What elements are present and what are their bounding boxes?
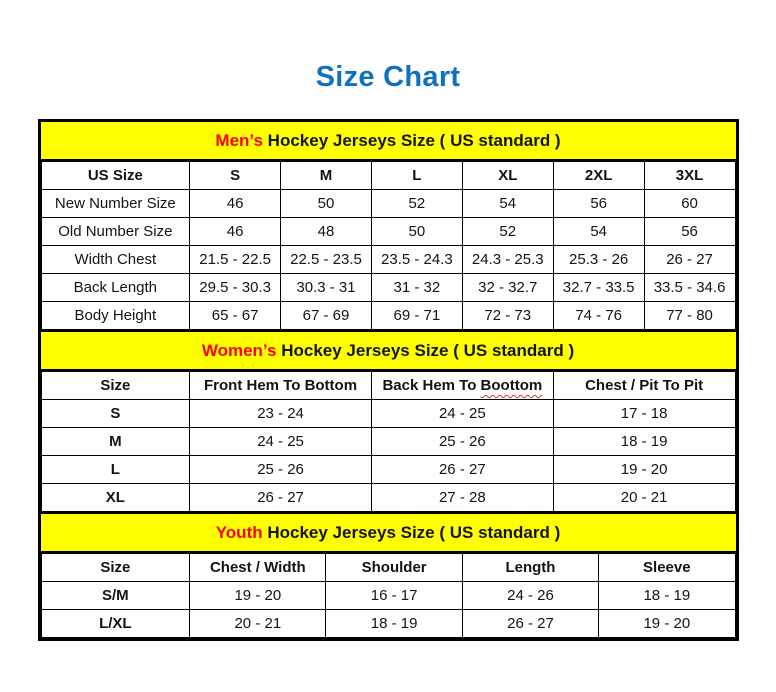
value-cell: 26 - 27	[462, 609, 598, 637]
value-cell: 23 - 24	[190, 399, 372, 427]
value-cell: 74 - 76	[553, 301, 644, 329]
value-cell: 56	[553, 189, 644, 217]
column-header-cell: Chest / Width	[190, 553, 326, 581]
column-header-cell: 3XL	[644, 161, 735, 189]
value-cell: 18 - 19	[553, 427, 735, 455]
value-cell: 19 - 20	[599, 609, 735, 637]
table-row	[41, 427, 735, 455]
value-cell: 72 - 73	[462, 301, 553, 329]
column-header-cell: M	[281, 161, 372, 189]
column-header-cell: L	[371, 161, 462, 189]
value-cell: 48	[281, 217, 372, 245]
table-row	[41, 399, 735, 427]
column-header-text: Back Hem To	[382, 376, 481, 394]
column-header-row	[41, 553, 735, 581]
value-cell: 33.5 - 34.6	[644, 273, 735, 301]
value-cell: 24.3 - 25.3	[462, 245, 553, 273]
column-header-cell	[371, 371, 553, 399]
value-cell: 19 - 20	[190, 581, 326, 609]
row-label-cell: Old Number Size	[41, 217, 190, 245]
value-cell: 46	[190, 217, 281, 245]
value-cell: 20 - 21	[553, 483, 735, 511]
value-cell: 77 - 80	[644, 301, 735, 329]
value-cell: 54	[462, 189, 553, 217]
value-cell: 65 - 67	[190, 301, 281, 329]
value-cell: 24 - 25	[190, 427, 372, 455]
value-cell: 25 - 26	[371, 427, 553, 455]
value-cell: 52	[371, 189, 462, 217]
table-row	[41, 455, 735, 483]
value-cell: 25 - 26	[190, 455, 372, 483]
mens-section-header-highlight: Men’s	[215, 130, 263, 150]
mens-section-header	[41, 122, 736, 161]
value-cell: 16 - 17	[326, 581, 462, 609]
value-cell: 54	[553, 217, 644, 245]
value-cell: 27 - 28	[371, 483, 553, 511]
table-row	[41, 483, 735, 511]
row-label-cell: S/M	[41, 581, 190, 609]
column-header-cell: Front Hem To Bottom	[190, 371, 372, 399]
mens-size-table	[41, 161, 736, 330]
value-cell: 29.5 - 30.3	[190, 273, 281, 301]
page-title: Size Chart	[315, 61, 461, 93]
row-label-cell: Width Chest	[41, 245, 190, 273]
row-label-cell: XL	[41, 483, 190, 511]
value-cell: 17 - 18	[553, 399, 735, 427]
row-label-cell: L	[41, 455, 190, 483]
column-header-row	[41, 371, 735, 399]
column-header-cell: Shoulder	[326, 553, 462, 581]
value-cell: 31 - 32	[371, 273, 462, 301]
table-row	[41, 273, 735, 301]
mens-section-header-rest: Hockey Jerseys Size ( US standard )	[262, 130, 561, 150]
value-cell: 24 - 26	[462, 581, 598, 609]
column-header-cell: Size	[41, 553, 190, 581]
youth-size-table	[41, 553, 736, 638]
table-row	[41, 217, 735, 245]
value-cell: 19 - 20	[553, 455, 735, 483]
womens-section-header	[41, 330, 736, 371]
row-label-cell: M	[41, 427, 190, 455]
mens-size-section	[41, 122, 736, 330]
value-cell: 69 - 71	[371, 301, 462, 329]
table-row	[41, 609, 735, 637]
table-row	[41, 301, 735, 329]
column-header-cell: Size	[41, 371, 190, 399]
youth-size-section	[41, 512, 736, 638]
value-cell: 56	[644, 217, 735, 245]
value-cell: 26 - 27	[644, 245, 735, 273]
table-row	[41, 189, 735, 217]
value-cell: 23.5 - 24.3	[371, 245, 462, 273]
column-header-cell: S	[190, 161, 281, 189]
womens-size-section	[41, 330, 736, 512]
table-row	[41, 245, 735, 273]
value-cell: 24 - 25	[371, 399, 553, 427]
value-cell: 25.3 - 26	[553, 245, 644, 273]
value-cell: 26 - 27	[371, 455, 553, 483]
value-cell: 30.3 - 31	[281, 273, 372, 301]
row-label-cell: Body Height	[41, 301, 190, 329]
womens-section-header-rest: Hockey Jerseys Size ( US standard )	[276, 340, 575, 360]
youth-section-header-rest: Hockey Jerseys Size ( US standard )	[262, 522, 561, 542]
row-label-cell: L/XL	[41, 609, 190, 637]
column-header-cell: Chest / Pit To Pit	[553, 371, 735, 399]
table-row	[41, 581, 735, 609]
column-header-cell: US Size	[41, 161, 190, 189]
value-cell: 50	[371, 217, 462, 245]
size-chart-box	[38, 119, 739, 641]
value-cell: 50	[281, 189, 372, 217]
value-cell: 32 - 32.7	[462, 273, 553, 301]
value-cell: 18 - 19	[599, 581, 735, 609]
column-header-row	[41, 161, 735, 189]
value-cell: 22.5 - 23.5	[281, 245, 372, 273]
column-header-cell: 2XL	[553, 161, 644, 189]
value-cell: 20 - 21	[190, 609, 326, 637]
misspelled-word: Boottom	[480, 376, 543, 394]
value-cell: 26 - 27	[190, 483, 372, 511]
womens-section-header-highlight: Women’s	[201, 340, 277, 360]
value-cell: 67 - 69	[281, 301, 372, 329]
womens-size-table	[41, 371, 736, 512]
column-header-cell: XL	[462, 161, 553, 189]
row-label-cell: S	[41, 399, 190, 427]
value-cell: 18 - 19	[326, 609, 462, 637]
value-cell: 60	[644, 189, 735, 217]
value-cell: 52	[462, 217, 553, 245]
value-cell: 32.7 - 33.5	[553, 273, 644, 301]
column-header-cell: Sleeve	[599, 553, 735, 581]
row-label-cell: Back Length	[41, 273, 190, 301]
row-label-cell: New Number Size	[41, 189, 190, 217]
column-header-cell: Length	[462, 553, 598, 581]
youth-section-header	[41, 512, 736, 553]
value-cell: 21.5 - 22.5	[190, 245, 281, 273]
youth-section-header-highlight: Youth	[215, 522, 263, 542]
value-cell: 46	[190, 189, 281, 217]
